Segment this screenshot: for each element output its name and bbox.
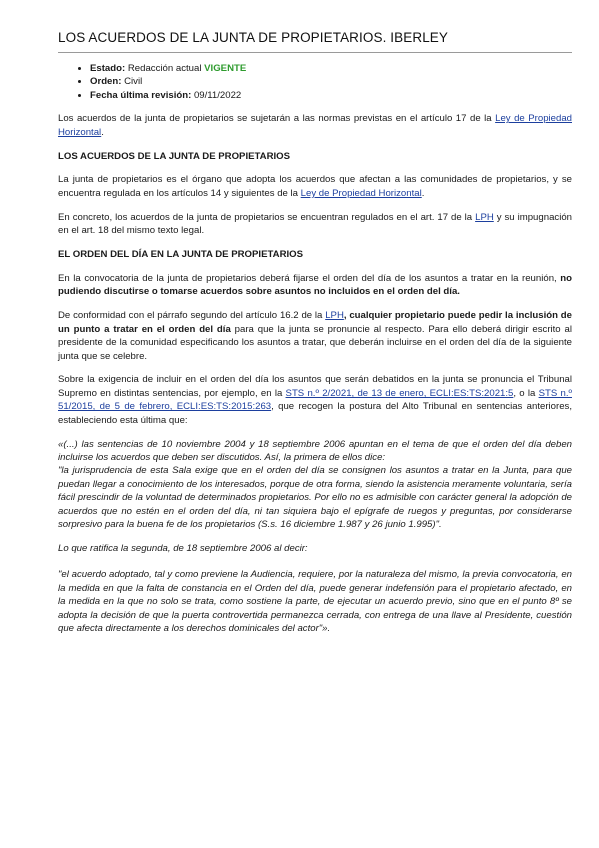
meta-value: 09/11/2022 bbox=[193, 89, 242, 101]
paragraph-text: En la convocatoria de la junta de propietarios deberá fijarse el orden del día de los asuntos a tratar en la reunión, bbox=[58, 272, 561, 284]
paragraph-text: Los acuerdos de la junta de propietarios se sujetarán a las normas previstas en el artículo 17 de la bbox=[58, 113, 496, 125]
quote-paragraph bbox=[58, 464, 572, 531]
quote-paragraph bbox=[58, 568, 572, 635]
paragraph-text: En concreto, los acuerdos de la junta de propietarios se encuentran regulados en el art. 17 de la bbox=[58, 211, 476, 223]
quote-paragraph bbox=[58, 438, 572, 465]
paragraph bbox=[58, 272, 572, 299]
paragraph-text: . bbox=[101, 126, 104, 138]
quote-text: «(...) las sentencias de 10 noviembre 2004 y 18 septiembre 2006 apuntan en el tema de que el orden del día deben incluirse los acuerdos que deben ser discutidos. Así, la primera de ellos dice: bbox=[58, 438, 572, 463]
page-title: LOS ACUERDOS DE LA JUNTA DE PROPIETARIOS. IBERLEY bbox=[58, 30, 449, 45]
title-divider bbox=[58, 52, 572, 53]
quote-text: "la jurisprudencia de esta Sala exige que en el orden del día se consignen los asuntos a tratar en la Junta, para que puedan llegar a conocimiento de los interesados, porque de otra forma, siendo la asistencia meramente voluntaria, sería fácil prescindir de la voluntad de determinados propietarios. Por ello no es admisible con carácter general la adopción de acuerdos que no estén en el orden del día, ni tan siquiera bajo el epígrafe de ruegos y preguntas, por considerarse sorpresivo para la buena fe de los propietarios (S.s. 16 diciembre 1.987 y 26 junio 1.995)". bbox=[58, 465, 572, 530]
meta-label: Fecha última revisión: bbox=[90, 89, 192, 101]
sts-51-2015-link[interactable]: STS n.º 51/2015, de 5 de febrero, ECLI:ES:TS:2015:263 bbox=[58, 387, 572, 413]
meta-value: Civil bbox=[124, 76, 143, 88]
document-body bbox=[58, 62, 572, 646]
paragraph bbox=[58, 173, 572, 200]
lph-link[interactable]: Ley de Propiedad Horizontal bbox=[58, 113, 572, 138]
meta-item-estado bbox=[90, 62, 572, 75]
paragraph bbox=[58, 309, 572, 363]
meta-item-fecha bbox=[90, 89, 572, 102]
paragraph-text: . bbox=[421, 187, 425, 199]
paragraph bbox=[58, 211, 572, 238]
bold-text: no pudiendo discutirse o tomarse acuerdos sobre asuntos no incluidos en el orden del día. bbox=[58, 272, 572, 298]
sts-2-2021-link[interactable]: STS n.º 2/2021, de 13 de enero, ECLI:ES:TS:2021:5 bbox=[285, 387, 514, 399]
paragraph-text: para que la junta se pronuncie al respecto. Para ello deberá dirigir escrito al presidente de la comunidad especificando los asuntos a tratar, que deberán incluirse en el orden del día de la siguiente junta que se celebre. bbox=[58, 323, 572, 362]
paragraph-text: y su impugnación en el art. 18 del mismo texto legal. bbox=[58, 211, 573, 237]
paragraph-text: De conformidad con el párrafo segundo del artículo 16.2 de la bbox=[58, 310, 326, 322]
metadata-list bbox=[58, 62, 572, 102]
status-badge: VIGENTE bbox=[204, 63, 247, 74]
section-heading-orden-del-dia: EL ORDEN DEL DÍA EN LA JUNTA DE PROPIETARIOS bbox=[58, 249, 304, 261]
meta-value: Redacción actual bbox=[127, 63, 202, 74]
paragraph-text: La junta de propietarios es el órgano que adopta los acuerdos que afectan a las comunidades de propietarios, y se encuentra regulada en los artículos 14 y siguientes de la bbox=[58, 174, 572, 199]
section-heading-acuerdos: LOS ACUERDOS DE LA JUNTA DE PROPIETARIOS bbox=[58, 150, 291, 162]
quote-text: "el acuerdo adoptado, tal y como previene la Audiencia, requiere, por la naturaleza del mismo, la previa convocatoria, en la medida en que la falta de constancia en el Orden del día, puede generar indefensión para el propietario afectado, en la medida en la que no solo se trata, como sostiene la parte, de ejecutar un acuerdo previo, sino que en el punto 8º se adopta la decisión de que la puerta controvertida permanezca cerrada, con entrega de una llave al Presidente, cuestión que afecta directamente a los derechos dominicales del actor"». bbox=[58, 569, 572, 634]
bold-text: , cualquier propietario puede pedir la inclusión de un punto a tratar en el orden del día bbox=[58, 310, 572, 335]
meta-label: Estado: bbox=[90, 63, 126, 74]
meta-label: Orden: bbox=[90, 76, 122, 88]
lph-link[interactable]: LPH bbox=[475, 211, 494, 223]
meta-item-orden bbox=[90, 75, 572, 88]
paragraph-text: , que recogen la postura del Alto Tribunal en sentencias anteriores, estableciendo esta última que: bbox=[58, 401, 573, 426]
paragraph-text: , o la bbox=[513, 387, 539, 399]
paragraph bbox=[58, 373, 572, 427]
lph-link[interactable]: Ley de Propiedad Horizontal bbox=[300, 187, 422, 199]
intro-paragraph bbox=[58, 112, 572, 139]
lph-link[interactable]: LPH bbox=[325, 310, 344, 322]
quote-text: Lo que ratifica la segunda, de 18 septiembre 2006 al decir: bbox=[58, 542, 308, 554]
quote-paragraph bbox=[58, 542, 572, 555]
paragraph-text: Sobre la exigencia de incluir en el orden del día los asuntos que serán debatidos en la junta se pronuncia el Tribunal Supremo en distintas sentencias, por ejemplo, en la bbox=[58, 374, 572, 399]
